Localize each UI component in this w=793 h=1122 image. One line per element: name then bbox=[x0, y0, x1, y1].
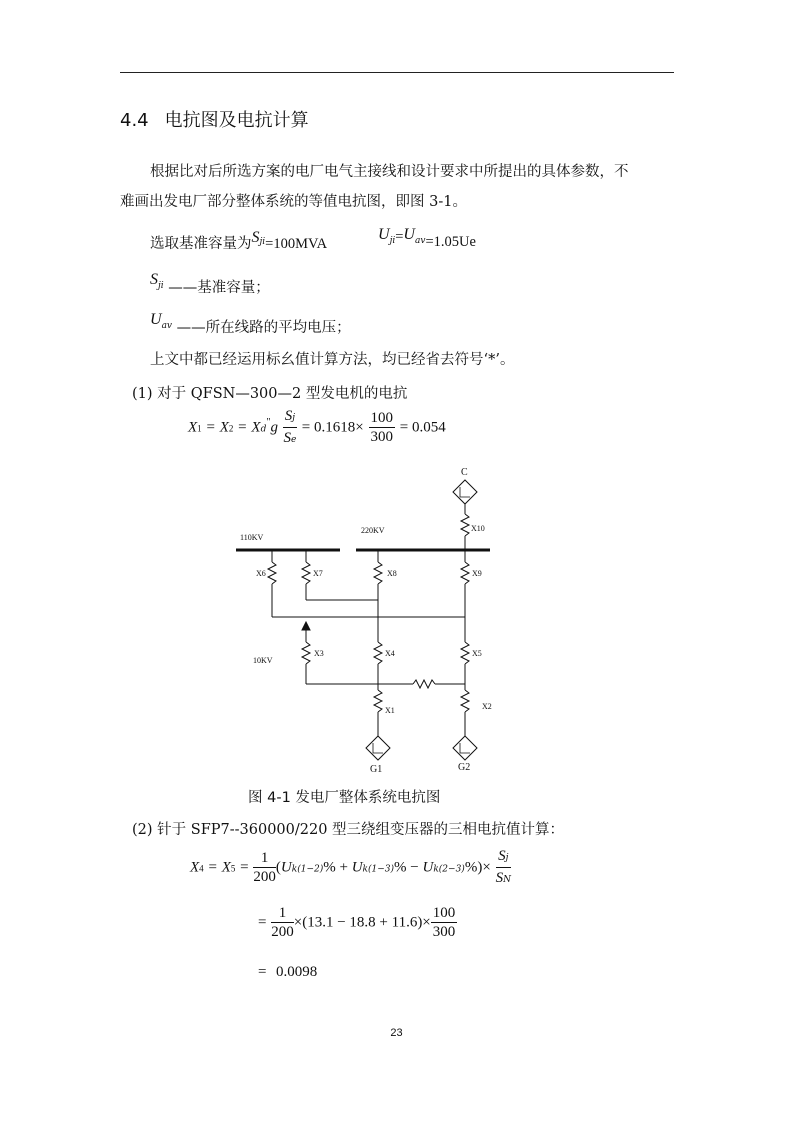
page-number: 23 bbox=[390, 1027, 403, 1039]
num-sub: j bbox=[292, 413, 296, 423]
item-2: (2) 针于 SFP7--360000/220 型三绕组变压器的三相电抗值计算： bbox=[132, 822, 565, 838]
paragraph-line: 根据比对后所选方案的电厂电气主接线和设计要求中所提出的具体参数，不 bbox=[150, 164, 629, 180]
ratio-fraction-b bbox=[431, 904, 458, 941]
generator-g2-icon bbox=[453, 736, 477, 760]
x4-symbol: X bbox=[190, 859, 200, 876]
base-value: =100MVA bbox=[265, 236, 328, 252]
sj-def-sub: ji bbox=[158, 281, 164, 291]
x1-sub: 1 bbox=[197, 423, 202, 434]
one-over-200 bbox=[253, 849, 276, 886]
note-line: 上文中都已经运用标幺值计算方法，均已经省去符号‘*’。 bbox=[150, 352, 515, 368]
uji-symbol: U bbox=[378, 226, 390, 243]
label-x10: X10 bbox=[471, 524, 485, 533]
label-110kv: 110KV bbox=[240, 533, 264, 542]
k12-sub: k(1−2) bbox=[291, 864, 324, 875]
k13-sub: k(1−3) bbox=[362, 864, 395, 875]
u-k13: U bbox=[351, 859, 363, 876]
uav-def-sub: av bbox=[161, 321, 173, 331]
label-220kv: 220KV bbox=[361, 526, 385, 535]
k23-sub: k(2−3) bbox=[433, 864, 465, 875]
section-title: 电抗图及电抗计算 bbox=[164, 110, 309, 131]
sn-den: S bbox=[495, 870, 504, 886]
label-x5: X5 bbox=[472, 649, 482, 658]
num-s: S bbox=[284, 408, 293, 424]
u-k12: U bbox=[280, 859, 292, 876]
ratio-num: 100 bbox=[370, 410, 393, 426]
x2-symbol: X bbox=[219, 419, 229, 436]
u-k23: U bbox=[422, 859, 434, 876]
ratio-num-b: 100 bbox=[432, 905, 456, 921]
eq-sign: = bbox=[395, 229, 404, 245]
sj-num-sub: j bbox=[505, 853, 509, 863]
uav-def-text: ——所在线路的平均电压； bbox=[176, 320, 351, 336]
den-s: S bbox=[283, 430, 291, 446]
frac-one-b: 1 bbox=[271, 904, 294, 923]
frac-200: 200 bbox=[253, 869, 276, 885]
sj-symbol: S bbox=[251, 229, 260, 246]
paragraph-line: 难画出发电厂部分整体系统的等值电抗图，即图 3-1。 bbox=[120, 194, 467, 210]
label-x2: X2 bbox=[482, 702, 492, 711]
sj-def-symbol: S bbox=[150, 271, 158, 288]
xd-sub: d bbox=[260, 424, 267, 435]
uji-sub: ji bbox=[389, 236, 396, 246]
frac-one: 1 bbox=[253, 849, 276, 868]
x4-sub: 4 bbox=[199, 863, 204, 874]
one-over-200-b bbox=[271, 904, 294, 941]
sn-den-sub: N bbox=[503, 875, 511, 885]
uav-symbol: U bbox=[403, 226, 415, 243]
base-prefix: 选取基准容量为 bbox=[150, 236, 252, 252]
label-x4: X4 bbox=[385, 649, 395, 658]
x1-symbol: X bbox=[188, 419, 198, 436]
label-x3: X3 bbox=[314, 649, 324, 658]
xd-symbol: X bbox=[251, 419, 261, 436]
x2-sub: 2 bbox=[228, 423, 234, 434]
generator-g1-icon bbox=[366, 736, 390, 760]
result-2: 0.0098 bbox=[276, 964, 318, 980]
uav-def-symbol: U bbox=[150, 311, 162, 328]
label-c: C bbox=[461, 467, 468, 478]
source-c-icon bbox=[453, 480, 477, 504]
item-1: (1) 对于 QFSN—300—2 型发电机的电抗 bbox=[132, 386, 408, 402]
ratio-den-b: 300 bbox=[432, 924, 456, 940]
sj-sn-fraction bbox=[496, 846, 511, 889]
x5-symbol: X bbox=[221, 859, 231, 876]
label-x9: X9 bbox=[472, 569, 482, 578]
line2-middle: ×(13.1 − 18.8 + 11.6)× bbox=[293, 914, 431, 931]
result-1: = 0.054 bbox=[399, 419, 446, 436]
formula-line-2: = $\frac{1}{200}$ ×(13.1 − 18.8 + 11.6)× $\frac{100}{300}$ bbox=[258, 905, 456, 940]
g-symbol: g bbox=[270, 419, 278, 436]
diagram-caption: 图 4-1 发电厂整体系统电抗图 bbox=[248, 790, 441, 806]
label-g2: G2 bbox=[458, 762, 471, 773]
sj-def-text: ——基准容量； bbox=[168, 280, 270, 296]
base-voltage-value: =1.05Ue bbox=[425, 234, 476, 250]
formula-transformer-reactance: X4 = X5 = $\frac{1}{200}$ (Uk(1−2)% + Uk(1−3)% − Uk(2−3)%)× $\frac{Sj}{SN}$ bbox=[190, 846, 511, 889]
ratio-den: 300 bbox=[370, 429, 393, 445]
formula-generator-reactance: X1 = X2 = Xd"g $\frac{Sj}{Se}$ = 0.1618× $\frac{100}{300}$ = 0.054 bbox=[188, 406, 446, 449]
label-x8: X8 bbox=[387, 569, 397, 578]
xd-sup: " bbox=[266, 416, 271, 428]
frac-200-b: 200 bbox=[271, 924, 294, 940]
sj-num: S bbox=[498, 848, 506, 864]
x5-sub: 5 bbox=[230, 863, 236, 874]
formula-line-3: = 0.0098 bbox=[258, 964, 318, 980]
label-x1: X1 bbox=[385, 706, 395, 715]
sj-sub: ji bbox=[259, 237, 266, 247]
section-number: 4.4 bbox=[120, 110, 149, 131]
coefficient: = 0.1618× bbox=[301, 419, 364, 436]
den-sub: e bbox=[290, 435, 297, 445]
uav-sub: av bbox=[414, 236, 426, 246]
label-10kv: 10KV bbox=[253, 656, 273, 665]
label-x6: X6 bbox=[256, 569, 266, 578]
label-g1: G1 bbox=[370, 764, 383, 775]
label-x7: X7 bbox=[313, 569, 323, 578]
